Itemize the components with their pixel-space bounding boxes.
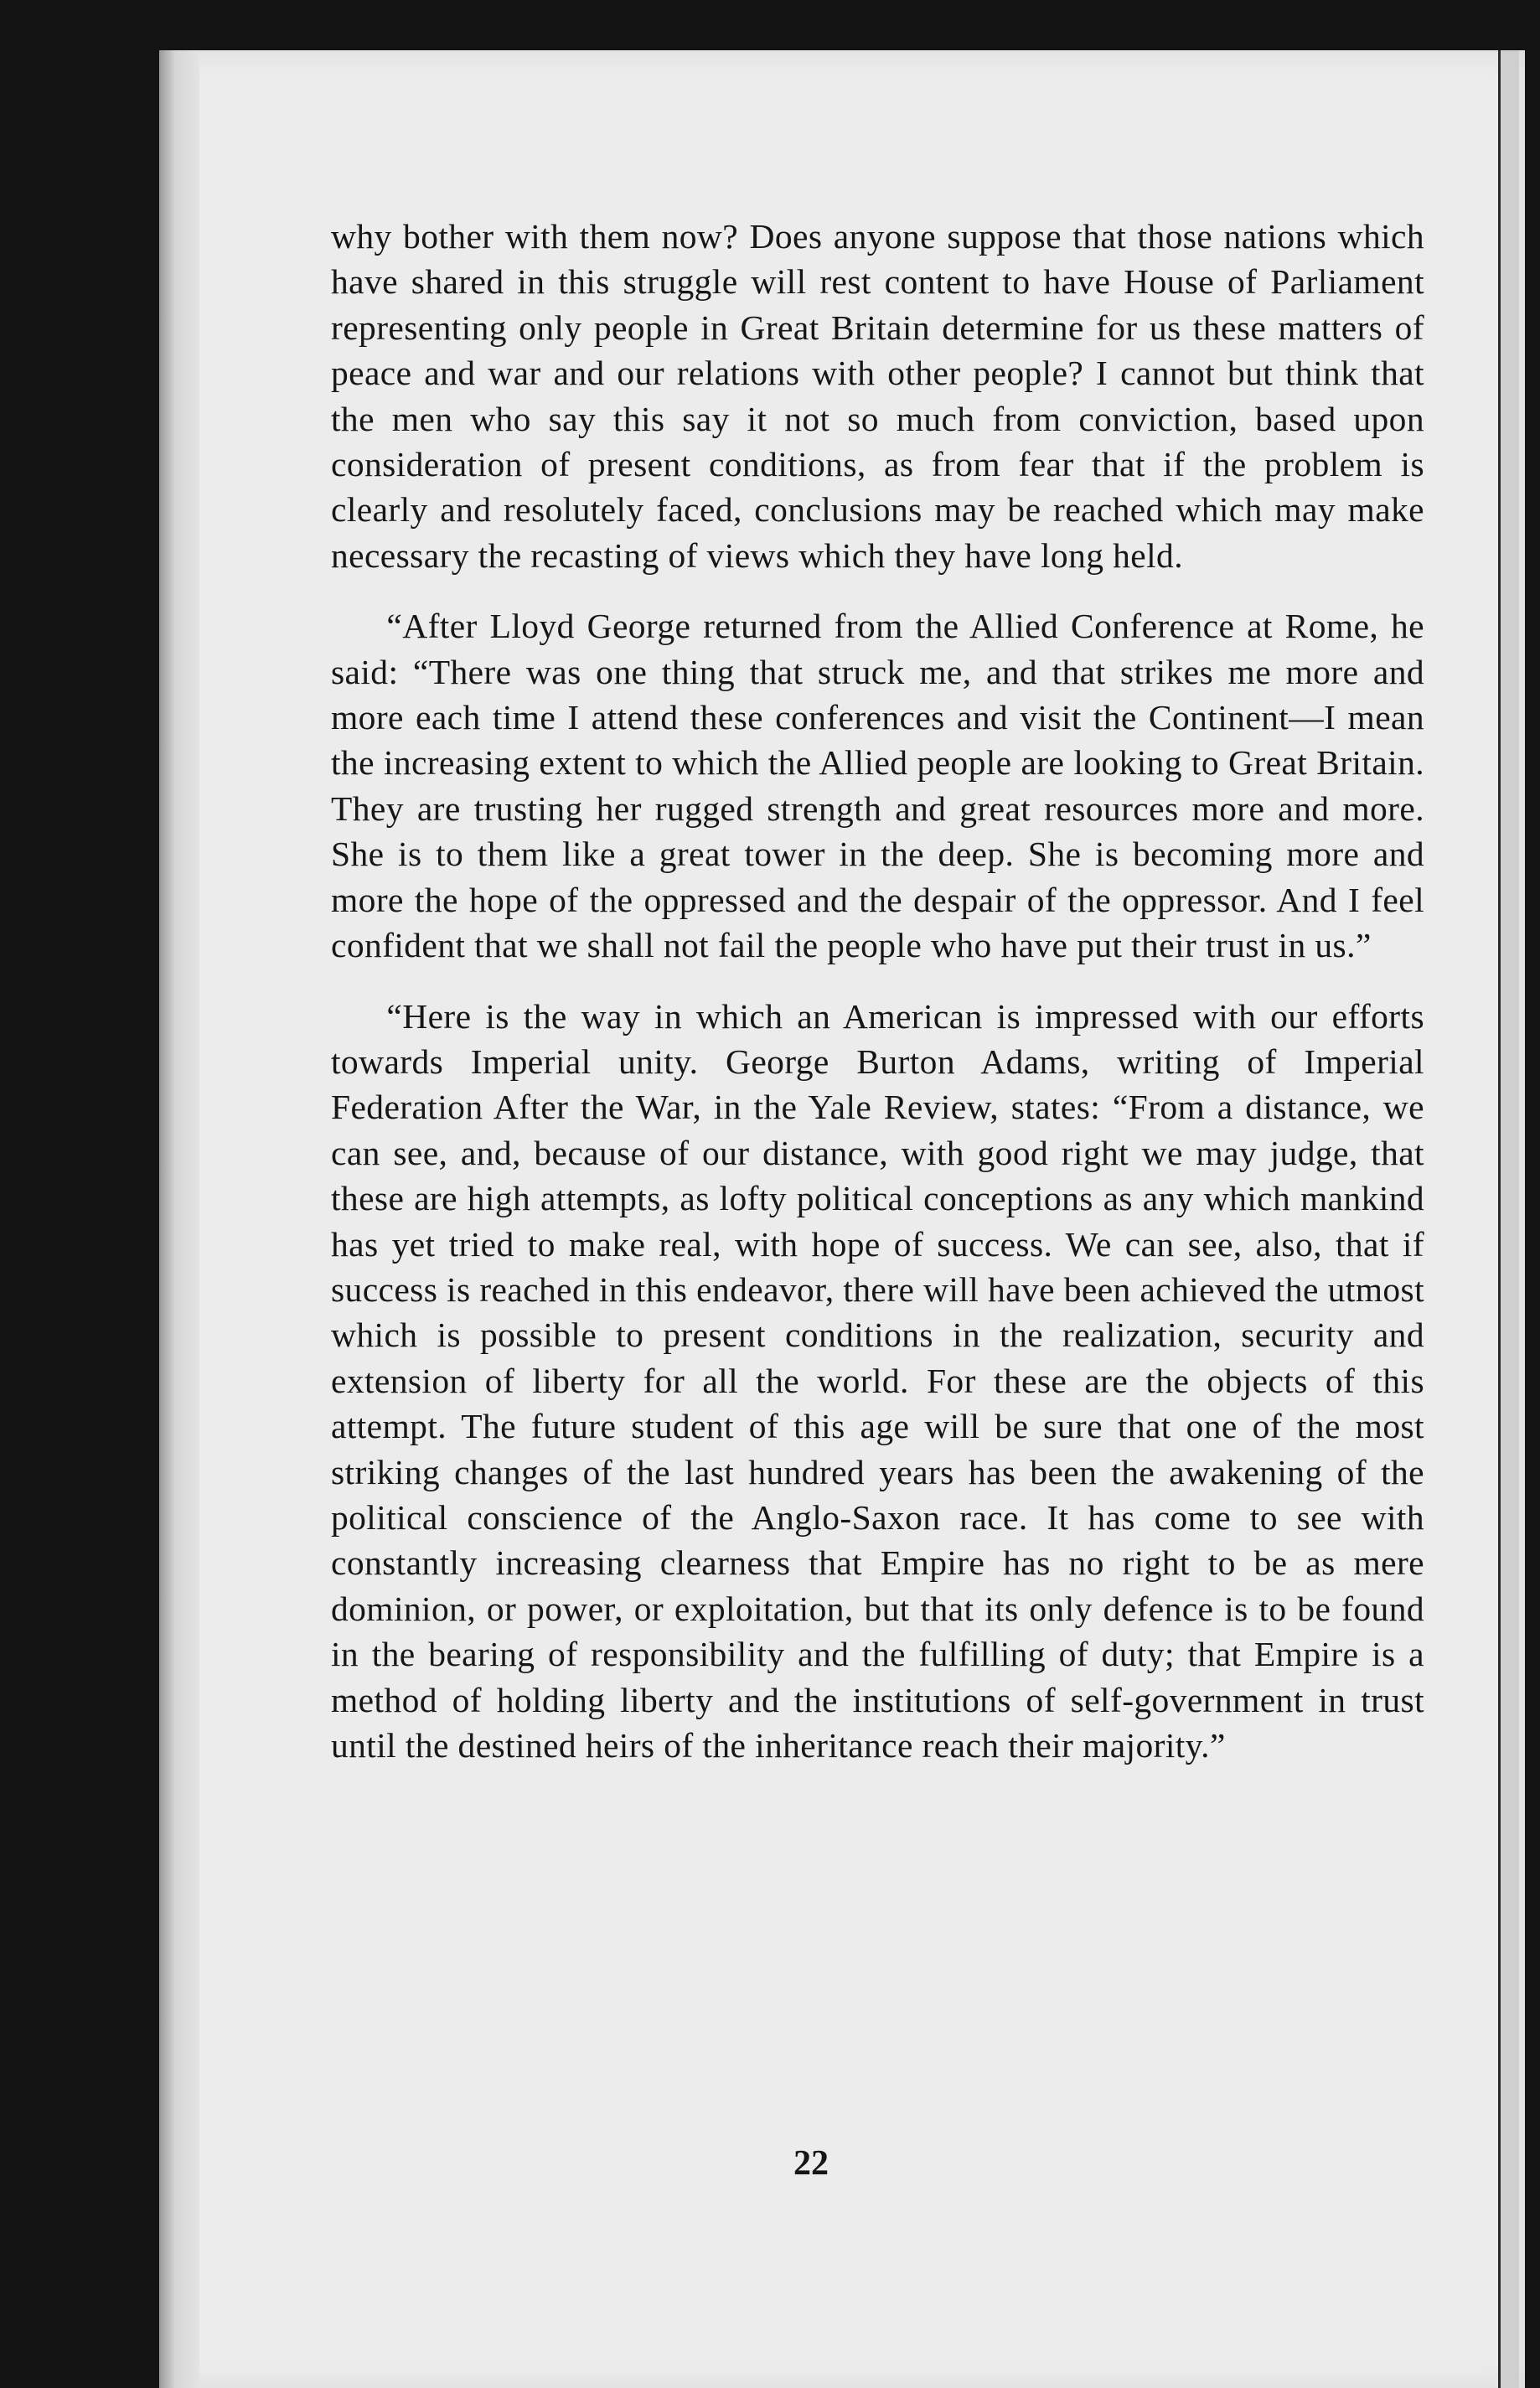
page-right-edge: [1498, 50, 1519, 2388]
paragraph-2-lloyd-george-quote: “After Lloyd George returned from the Allied Conference at Rome, he said: “There was one thing that struck me, and that strikes me more and more each time I attend these conferences and visit the Continent—I mean the increasing extent to which the Allied people are looking to Great Britain. They are trusting her rugged strength and great resources more and more. She is to them like a great tower in the deep. She is becoming more and more the hope of the oppressed and the despair of the oppressor. And I feel confident that we shall not fail the people who have put their trust in us.”: [331, 607, 1424, 965]
body-text: [331, 214, 1424, 1768]
page-number: 22: [793, 2144, 829, 2183]
paragraph-3-adams-quote: “Here is the way in which an American is impressed with our efforts towards Imperial unity. George Burton Adams, writing of Imperial Federation After the War, in the Yale Review, states: “From a distance, we can see, and, because of our distance, with good right we may judge, that these are high attempts, as lofty political conceptions as any which mankind has yet tried to make real, with hope of success. We can see, also, that if success is reached in this endeavor, there will have been achieved the utmost which is possible to present conditions in the realization, security and extension of liberty for all the world. For these are the objects of this attempt. The future student of this age will be sure that one of the most striking changes of the last hundred years has been the awakening of the political conscience of the Anglo-Saxon race. It has come to see with constantly increasing clearness that Empire has no right to be as mere dominion, or power, or exploitation, but that its only defence is to be found in the bearing of responsibility and the fulfilling of duty; that Empire is a method of holding liberty and the institutions of self-government in trust until the destined heirs of the inheritance reach their majority.”: [331, 996, 1424, 1765]
paragraph-1: why bother with them now? Does anyone suppose that those nations which have shared in this struggle will rest content to have House of Parliament representing only people in Great Britain determine for us these matters of peace and war and our relations with other people? I cannot but think that the men who say this say it not so much from conviction, based upon consideration of present conditions, as from fear that if the problem is clearly and resolutely faced, conclusions may be reached which may make necessary the recasting of views which they have long held.: [331, 217, 1424, 575]
page-binding-gutter: [159, 50, 199, 2388]
